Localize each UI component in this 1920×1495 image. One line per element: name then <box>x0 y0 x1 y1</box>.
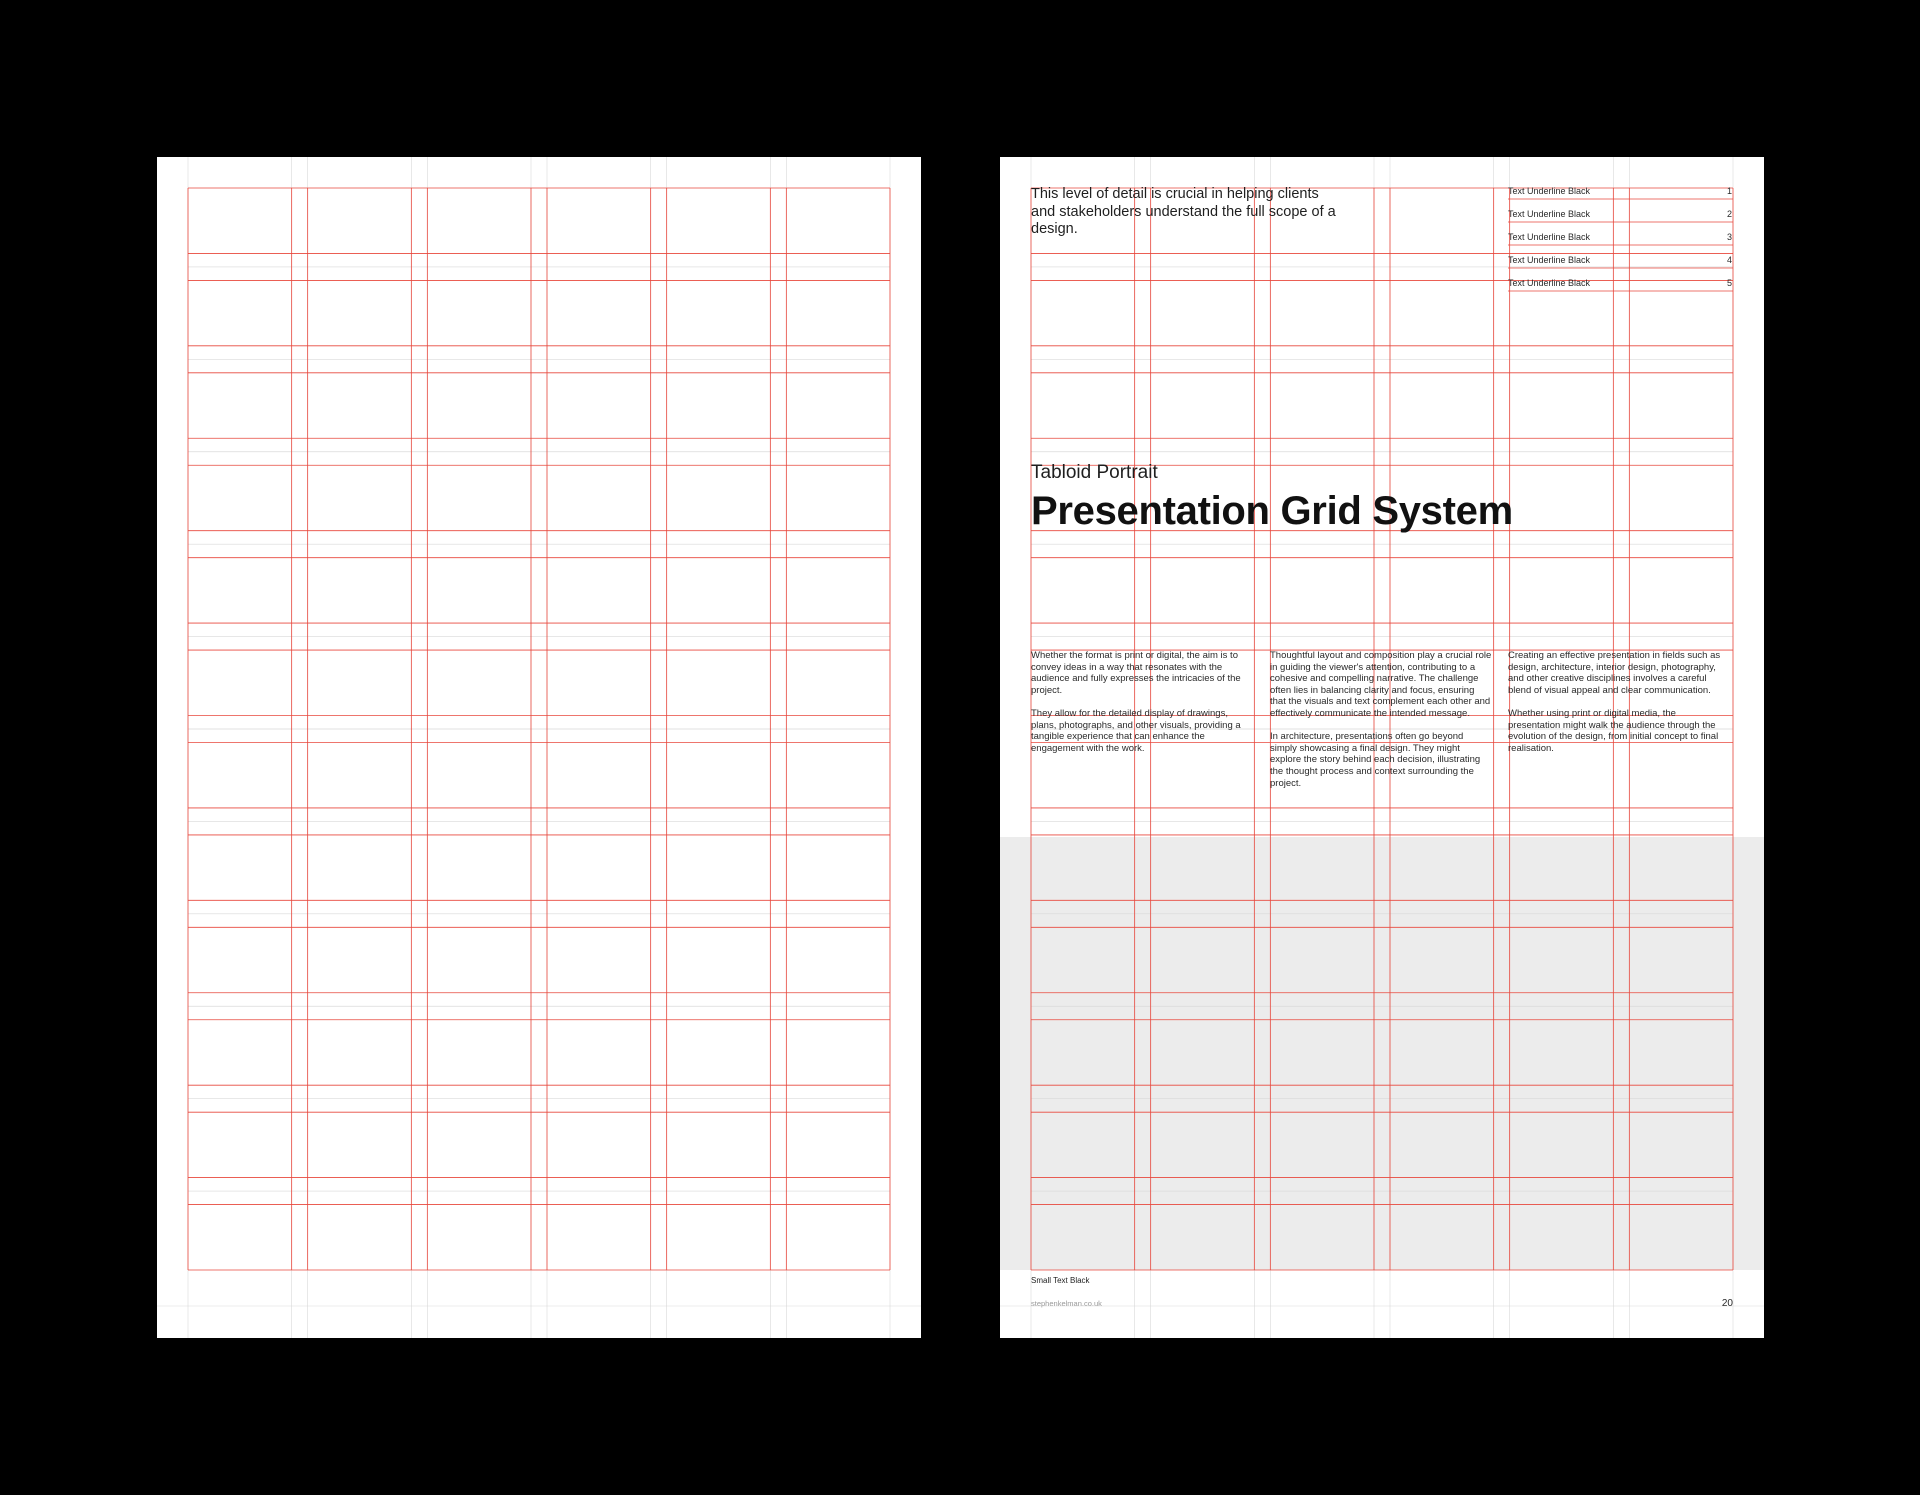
body-column-1 <box>1031 650 1253 766</box>
underline-list-item <box>1508 255 1732 278</box>
body-column-2 <box>1270 650 1492 801</box>
underline-item-label: Text Underline Black <box>1508 209 1591 219</box>
underline-item-label: Text Underline Black <box>1508 278 1591 288</box>
page-subtitle: Tabloid Portrait <box>1031 462 1158 483</box>
underline-item-label: Text Underline Black <box>1508 186 1591 196</box>
underline-list-item <box>1508 232 1732 255</box>
left-page <box>157 157 921 1338</box>
left-page-grid <box>157 157 921 1338</box>
underline-item-number: 2 <box>1726 209 1732 219</box>
underline-list <box>1508 186 1732 301</box>
small-text-label: Small Text Black <box>1031 1276 1090 1285</box>
body-column-3 <box>1508 650 1730 766</box>
right-page <box>1000 157 1764 1338</box>
underline-item-number: 3 <box>1726 232 1732 242</box>
page-title: Presentation Grid System <box>1031 489 1513 533</box>
underline-item-label: Text Underline Black <box>1508 232 1591 242</box>
body-paragraph: They allow for the detailed display of drawings, plans, photographs, and other visuals, providing a tangible experience that can enhance the engagement with the work. <box>1031 707 1241 754</box>
intro-text: This level of detail is crucial in helping clients and stakeholders understand the full scope of a design. <box>1031 186 1336 237</box>
body-paragraph: In architecture, presentations often go beyond simply showcasing a final design. They might explore the story behind each decision, illustrating the thought process and context surrounding the project. <box>1270 731 1481 789</box>
underline-list-item <box>1508 278 1732 301</box>
underline-item-number: 5 <box>1726 278 1732 288</box>
body-paragraph: Creating an effective presentation in fields such as design, architecture, interior design, photography, and other creative disciplines involves a careful blend of visual appeal and clear communication. <box>1508 650 1721 696</box>
underline-item-number: 4 <box>1726 255 1732 265</box>
body-paragraph: Whether the format is print or digital, the aim is to convey ideas in a way that resonates with the audience and fully expresses the intricacies of the project. <box>1031 650 1241 696</box>
underline-list-item <box>1508 186 1732 209</box>
underline-item-label: Text Underline Black <box>1508 255 1591 265</box>
body-paragraph: Thoughtful layout and composition play a crucial role in guiding the viewer's attention, contributing to a cohesive and compelling narrative. The challenge often lies in balancing clarity and focus, ensuring that the visuals and text complement each other and effectively communicate the intended message. <box>1270 650 1492 719</box>
underline-list-item <box>1508 209 1732 232</box>
underline-item-number: 1 <box>1726 186 1732 196</box>
page-number: 20 <box>1721 1298 1733 1309</box>
body-paragraph: Whether using print or digital media, the presentation might walk the audience through the evolution of the design, from initial concept to final realisation. <box>1508 707 1719 754</box>
footer-website: stephenkelman.co.uk <box>1031 1299 1102 1308</box>
